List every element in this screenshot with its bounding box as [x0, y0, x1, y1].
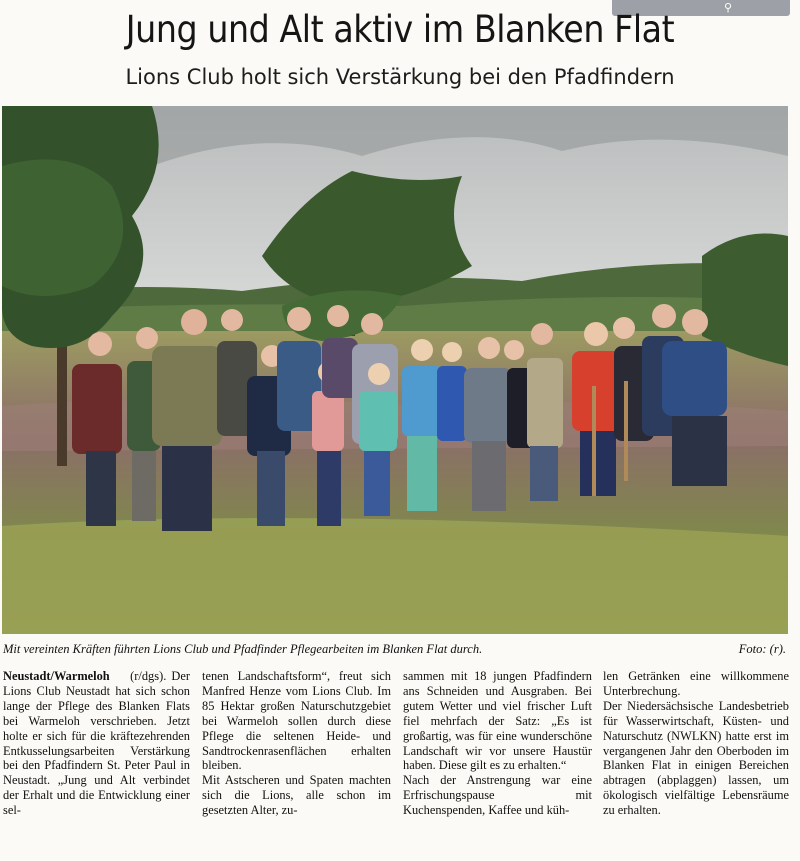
- article-lead-paragraph: [3, 669, 190, 818]
- article-subheadline: Lions Club holt sich Verstärkung bei den Pfadfindern: [125, 65, 675, 89]
- column-3-paragraph-1: sammen mit 18 jungen Pfadfindern ans Schneiden und Ausgraben. Bei gutem Wetter und viel frischer Luft fiel mehrfach der Satz: „Es ist großartig, was für eine wunderschöne Landschaft wir vor unsere Haustür haben. Diese gilt es zu erhalten.“: [403, 669, 592, 773]
- group-photo-illustration: [2, 106, 788, 634]
- article-headline: Jung und Alt aktiv im Blanken Flat: [125, 8, 675, 51]
- column-2-paragraph-1: tenen Landschaftsform“, freut sich Manfred Henze vom Lions Club. Im 85 Hektar großen Naturschutzgebiet bei Warmeloh sollen durch diese Pflege die seltenen Heide- und Sandtrockenrasenflächen erhalten bleiben.: [202, 669, 391, 773]
- article-body: [3, 669, 789, 854]
- search-icon[interactable]: ⚲: [724, 1, 733, 14]
- dateline: Neustadt/Warmeloh: [3, 669, 110, 683]
- article-column-2: [202, 669, 391, 818]
- group-photo: [2, 106, 788, 634]
- column-4-paragraph-1: len Getränken eine willkommene Unterbrechung.: [603, 669, 789, 698]
- photo-credit: Foto: (r).: [738, 642, 786, 656]
- photo-caption: Mit vereinten Kräften führten Lions Club und Pfadfinder Pflegearbeiten im Blanken Flat durch.: [3, 642, 483, 656]
- author-initials: (r/dgs).: [130, 669, 167, 683]
- article-column-3: [403, 669, 592, 818]
- column-4-paragraph-2: Der Niedersächsische Landesbetrieb für Wasserwirtschaft, Küsten- und Naturschutz (NWLKN) hatte erst im vergangenen Jahr den Oberboden im Blanken Flat in einigen Bereichen abtragen (abplaggen) lassen, um ökologisch vielfältige Lebensräume zu erhalten.: [603, 698, 789, 818]
- article-column-1: [3, 669, 190, 818]
- column-2-paragraph-2: Mit Astscheren und Spaten machten sich die Lions, alle schon im gesetzten Alter, zu-: [202, 773, 391, 818]
- lead-text: Der Lions Club Neustadt hat sich schon lange der Pflege des Blanken Flats bei Warmeloh verschrieben. Jetzt holte er sich für die kräftezehrenden Entkusselungsarbeiten Verstärkung bei den Pfadfindern St. Peter Paul in Neustadt. „Jung und Alt verbindet der Erhalt und die Entwicklung einer sel-: [3, 669, 190, 818]
- column-3-paragraph-2: Nach der Anstrengung war eine Erfrischungspause mit Kuchenspenden, Kaffee und küh-: [403, 773, 592, 818]
- article-column-4: [603, 669, 789, 818]
